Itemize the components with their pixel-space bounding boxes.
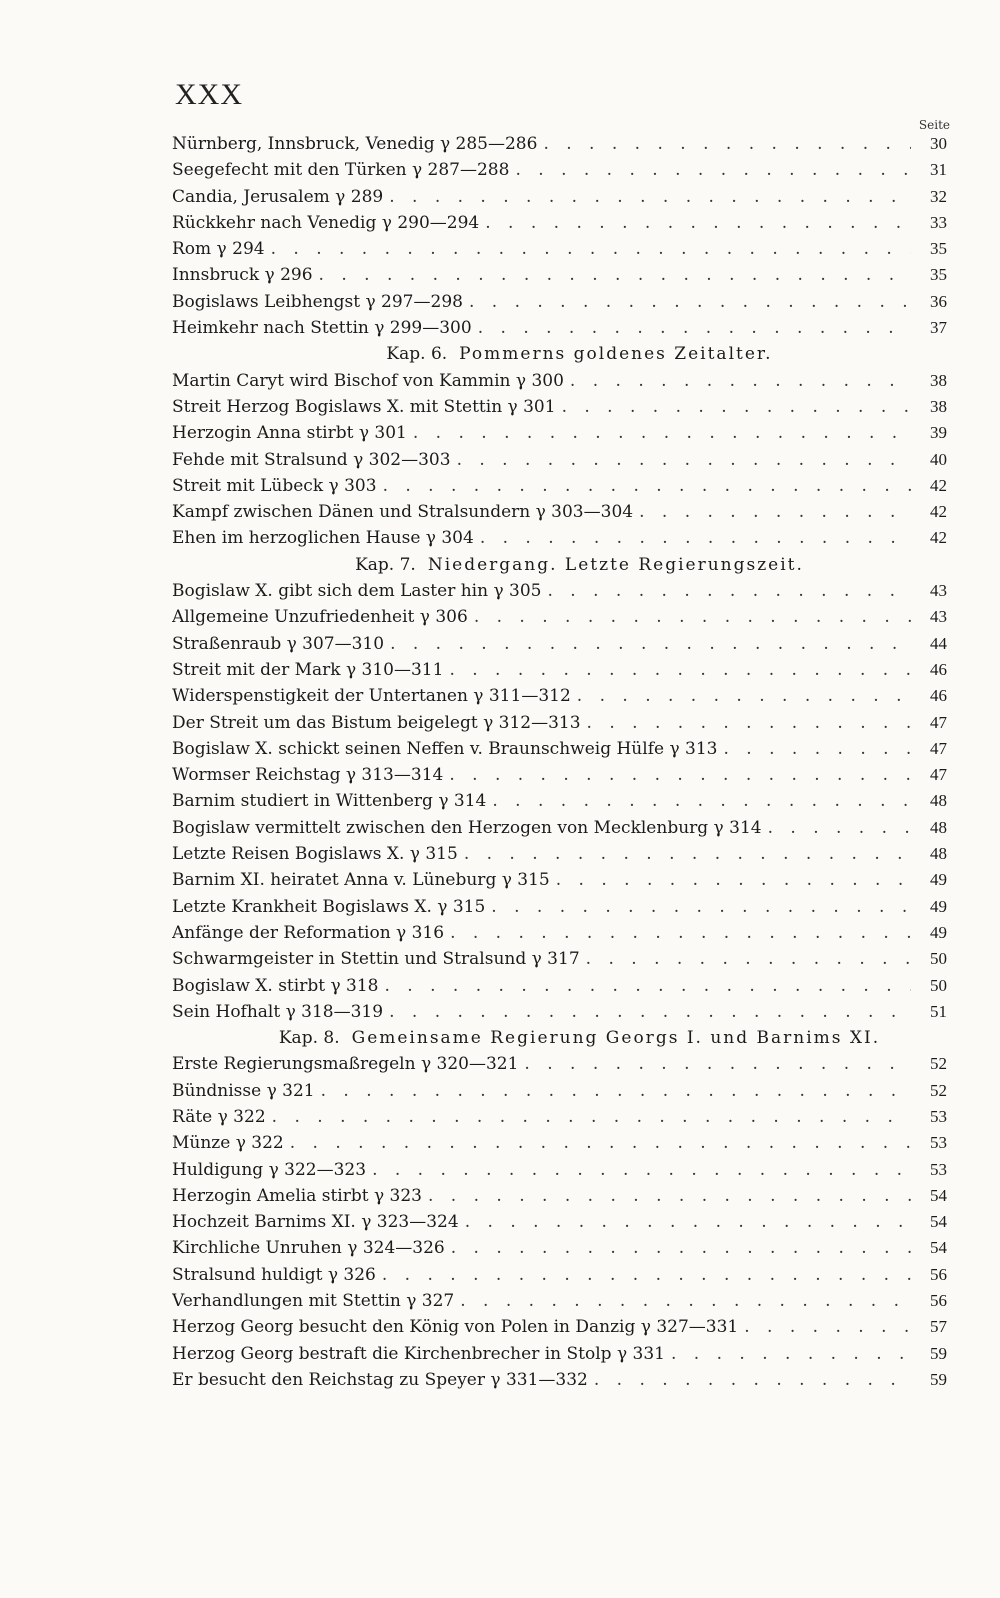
toc-entry-page: 54 (930, 1185, 947, 1205)
chapter-heading (172, 555, 947, 581)
toc-entry-page: 47 (930, 738, 947, 758)
toc-entry-page: 54 (930, 1238, 947, 1258)
toc-entry (172, 818, 947, 844)
dot-leader (547, 581, 911, 601)
dot-leader (460, 1291, 911, 1311)
toc-entry (172, 1133, 947, 1159)
toc-entry (172, 1107, 947, 1133)
toc-entry-page: 30 (930, 134, 947, 153)
toc-entry-title: Heimkehr nach Stettin γ 299—300 (172, 318, 472, 339)
toc-entry-page: 49 (930, 870, 947, 890)
dot-leader (449, 765, 911, 785)
toc-entry (172, 581, 947, 607)
toc-entry (172, 423, 947, 449)
toc-entry-page: 42 (930, 528, 947, 548)
chapter-title: Gemeinsame Regierung Georgs I. und Barnims XI. (351, 1028, 881, 1049)
toc-entry (172, 292, 947, 318)
dot-leader (469, 292, 911, 312)
toc-entry (172, 265, 947, 291)
dot-leader (383, 476, 911, 496)
toc-entry-title: Herzogin Amelia stirbt γ 323 (172, 1185, 422, 1206)
dot-leader (449, 660, 911, 680)
toc-entry (172, 239, 947, 265)
page-column-label: Seite (918, 118, 950, 132)
table-of-contents (172, 134, 947, 1396)
toc-entry-page: 31 (930, 160, 947, 180)
toc-entry (172, 476, 947, 502)
dot-leader (478, 318, 911, 338)
toc-entry-page: 39 (930, 423, 947, 443)
dot-leader (671, 1344, 911, 1364)
toc-entry-title: Straßenraub γ 307—310 (172, 633, 385, 654)
toc-entry (172, 870, 947, 896)
dot-leader (389, 1002, 911, 1022)
dot-leader (464, 844, 911, 864)
toc-entry-page: 57 (930, 1317, 947, 1337)
toc-entry-page: 42 (930, 502, 947, 522)
toc-entry (172, 1291, 947, 1317)
toc-entry (172, 502, 947, 528)
toc-entry-title: Streit mit der Mark γ 310—311 (172, 659, 444, 680)
toc-entry-title: Münze γ 322 (172, 1133, 284, 1154)
toc-entry-page: 43 (930, 607, 947, 627)
toc-entry (172, 1265, 947, 1291)
toc-entry-page: 59 (930, 1369, 947, 1389)
toc-entry-title: Rom γ 294 (172, 239, 265, 260)
dot-leader (372, 1160, 911, 1180)
toc-entry-page: 50 (930, 949, 947, 969)
toc-entry-title: Verhandlungen mit Stettin γ 327 (172, 1291, 455, 1312)
dot-leader (465, 1212, 911, 1232)
toc-entry (172, 371, 947, 397)
toc-entry-page: 36 (930, 291, 947, 311)
toc-entry-title: Bogislaw X. stirbt γ 318 (172, 975, 379, 996)
toc-entry-title: Widerspenstigkeit der Untertanen γ 311—312 (172, 686, 571, 707)
toc-entry-title: Fehde mit Stralsund γ 302—303 (172, 449, 451, 470)
toc-entry-page: 48 (930, 817, 947, 837)
toc-entry-page: 32 (930, 186, 947, 206)
toc-entry (172, 134, 947, 160)
dot-leader (586, 949, 911, 969)
dot-leader (723, 739, 911, 759)
toc-entry (172, 660, 947, 686)
toc-entry-title: Sein Hofhalt γ 318—319 (172, 1001, 384, 1022)
toc-entry-title: Räte γ 322 (172, 1106, 266, 1127)
toc-entry-page: 54 (930, 1212, 947, 1232)
toc-entry (172, 160, 947, 186)
toc-entry-page: 59 (930, 1343, 947, 1363)
dot-leader (524, 1054, 911, 1074)
toc-entry (172, 1002, 947, 1028)
toc-entry (172, 397, 947, 423)
dot-leader (639, 502, 911, 522)
toc-entry-title: Streit mit Lübeck γ 303 (172, 475, 377, 496)
toc-entry-page: 47 (930, 712, 947, 732)
toc-entry (172, 450, 947, 476)
toc-entry (172, 765, 947, 791)
toc-entry-title: Allgemeine Unzufriedenheit γ 306 (172, 607, 468, 628)
toc-entry-page: 43 (930, 581, 947, 601)
dot-leader (450, 923, 911, 943)
toc-entry-page: 38 (930, 370, 947, 390)
toc-entry (172, 1317, 947, 1343)
toc-entry (172, 1370, 947, 1396)
dot-leader (768, 818, 911, 838)
dot-leader (390, 634, 911, 654)
dot-leader (491, 897, 911, 917)
toc-entry-page: 42 (930, 475, 947, 495)
chapter-heading (172, 344, 947, 370)
toc-entry (172, 187, 947, 213)
toc-entry-page: 52 (930, 1080, 947, 1100)
toc-entry-page: 35 (930, 265, 947, 285)
dot-leader (492, 791, 911, 811)
toc-entry-title: Bogislaws Leibhengst γ 297—298 (172, 291, 463, 312)
toc-entry-title: Herzog Georg besucht den König von Polen in Danzig γ 327—331 (172, 1317, 739, 1338)
dot-leader (290, 1133, 911, 1153)
toc-entry (172, 844, 947, 870)
toc-entry-page: 38 (930, 396, 947, 416)
toc-entry-title: Barnim studiert in Wittenberg γ 314 (172, 791, 487, 812)
toc-entry-title: Ehen im herzoglichen Hause γ 304 (172, 528, 474, 549)
toc-entry-page: 46 (930, 659, 947, 679)
toc-entry (172, 528, 947, 554)
dot-leader (413, 423, 911, 443)
toc-entry-title: Bündnisse γ 321 (172, 1080, 315, 1101)
toc-entry-page: 56 (930, 1291, 947, 1311)
toc-entry (172, 949, 947, 975)
toc-entry-page: 49 (930, 896, 947, 916)
chapter-number: Kap. 6. (386, 344, 448, 365)
toc-entry-page: 47 (930, 765, 947, 785)
dot-leader (319, 265, 911, 285)
toc-entry-title: Schwarmgeister in Stettin und Stralsund γ 317 (172, 949, 580, 970)
toc-entry (172, 791, 947, 817)
dot-leader (457, 450, 911, 470)
dot-leader (543, 134, 911, 154)
toc-entry-title: Er besucht den Reichstag zu Speyer γ 331—332 (172, 1369, 588, 1390)
toc-entry-page: 53 (930, 1106, 947, 1126)
toc-entry-title: Huldigung γ 322—323 (172, 1159, 367, 1180)
chapter-number: Kap. 7. (355, 554, 416, 575)
dot-leader (570, 371, 911, 391)
dot-leader (556, 870, 911, 890)
toc-entry-title: Hochzeit Barnims XI. γ 323—324 (172, 1212, 459, 1233)
toc-entry-page: 44 (930, 633, 947, 653)
toc-entry-page: 35 (930, 239, 947, 259)
toc-entry (172, 1186, 947, 1212)
toc-entry (172, 1081, 947, 1107)
toc-entry-title: Kampf zwischen Dänen und Stralsundern γ 303—304 (172, 502, 634, 523)
toc-entry-title: Streit Herzog Bogislaws X. mit Stettin γ 301 (172, 396, 556, 417)
dot-leader (389, 187, 911, 207)
toc-entry-page: 50 (930, 975, 947, 995)
dot-leader (384, 976, 911, 996)
toc-entry (172, 607, 947, 633)
toc-entry-title: Kirchliche Unruhen γ 324—326 (172, 1238, 445, 1259)
toc-entry-title: Martin Caryt wird Bischof von Kammin γ 300 (172, 370, 564, 391)
toc-entry (172, 318, 947, 344)
dot-leader (382, 1265, 911, 1285)
page-number: XXX (175, 78, 243, 111)
toc-entry (172, 739, 947, 765)
toc-entry (172, 686, 947, 712)
toc-entry-page: 33 (930, 212, 947, 232)
toc-entry-title: Letzte Krankheit Bogislaws X. γ 315 (172, 896, 486, 917)
dot-leader (428, 1186, 911, 1206)
toc-entry-page: 53 (930, 1159, 947, 1179)
toc-entry (172, 1054, 947, 1080)
toc-entry (172, 634, 947, 660)
toc-entry (172, 213, 947, 239)
toc-entry-title: Herzogin Anna stirbt γ 301 (172, 423, 407, 444)
dot-leader (587, 713, 911, 733)
toc-entry-title: Bogislaw X. gibt sich dem Laster hin γ 305 (172, 581, 542, 602)
toc-entry-page: 53 (930, 1133, 947, 1153)
toc-entry (172, 713, 947, 739)
dot-leader (562, 397, 911, 417)
toc-entry-title: Bogislaw vermittelt zwischen den Herzogen von Mecklenburg γ 314 (172, 817, 762, 838)
toc-entry-title: Letzte Reisen Bogislaws X. γ 315 (172, 844, 458, 865)
toc-entry-page: 49 (930, 922, 947, 942)
dot-leader (744, 1317, 911, 1337)
toc-entry-page: 40 (930, 449, 947, 469)
toc-entry-title: Herzog Georg bestraft die Kirchenbrecher in Stolp γ 331 (172, 1343, 665, 1364)
toc-entry-title: Candia, Jerusalem γ 289 (172, 186, 384, 207)
toc-entry-title: Erste Regierungsmaßregeln γ 320—321 (172, 1054, 519, 1075)
toc-entry-title: Innsbruck γ 296 (172, 265, 313, 286)
toc-entry (172, 1160, 947, 1186)
toc-entry-title: Anfänge der Reformation γ 316 (172, 922, 445, 943)
toc-entry-page: 56 (930, 1264, 947, 1284)
chapter-title: Niedergang. Letzte Regierungszeit. (427, 554, 804, 575)
dot-leader (515, 160, 911, 180)
toc-entry-page: 46 (930, 686, 947, 706)
toc-entry-title: Stralsund huldigt γ 326 (172, 1264, 376, 1285)
chapter-heading (172, 1028, 947, 1054)
toc-entry (172, 897, 947, 923)
dot-leader (271, 239, 911, 259)
dot-leader (480, 528, 911, 548)
toc-entry-title: Barnim XI. heiratet Anna v. Lüneburg γ 315 (172, 870, 550, 891)
toc-entry (172, 1212, 947, 1238)
toc-entry-title: Bogislaw X. schickt seinen Neffen v. Braunschweig Hülfe γ 313 (172, 738, 718, 759)
toc-entry-page: 51 (930, 1001, 947, 1021)
toc-entry-title: Rückkehr nach Venedig γ 290—294 (172, 212, 480, 233)
toc-entry-page: 48 (930, 844, 947, 864)
toc-entry-page: 48 (930, 791, 947, 811)
dot-leader (594, 1370, 911, 1390)
toc-entry-title: Wormser Reichstag γ 313—314 (172, 765, 444, 786)
dot-leader (474, 607, 911, 627)
toc-entry-title: Nürnberg, Innsbruck, Venedig γ 285—286 (172, 134, 538, 154)
toc-entry (172, 1238, 947, 1264)
toc-entry (172, 976, 947, 1002)
dot-leader (321, 1081, 911, 1101)
dot-leader (451, 1238, 911, 1258)
dot-leader (485, 213, 911, 233)
chapter-title: Pommerns goldenes Zeitalter. (459, 344, 773, 365)
toc-entry-title: Seegefecht mit den Türken γ 287—288 (172, 160, 510, 181)
toc-entry (172, 923, 947, 949)
chapter-number: Kap. 8. (278, 1028, 340, 1049)
toc-entry-page: 52 (930, 1054, 947, 1074)
toc-entry-title: Der Streit um das Bistum beigelegt γ 312—313 (172, 712, 581, 733)
toc-entry (172, 1344, 947, 1370)
dot-leader (272, 1107, 911, 1127)
dot-leader (577, 686, 911, 706)
toc-entry-page: 37 (930, 318, 947, 338)
